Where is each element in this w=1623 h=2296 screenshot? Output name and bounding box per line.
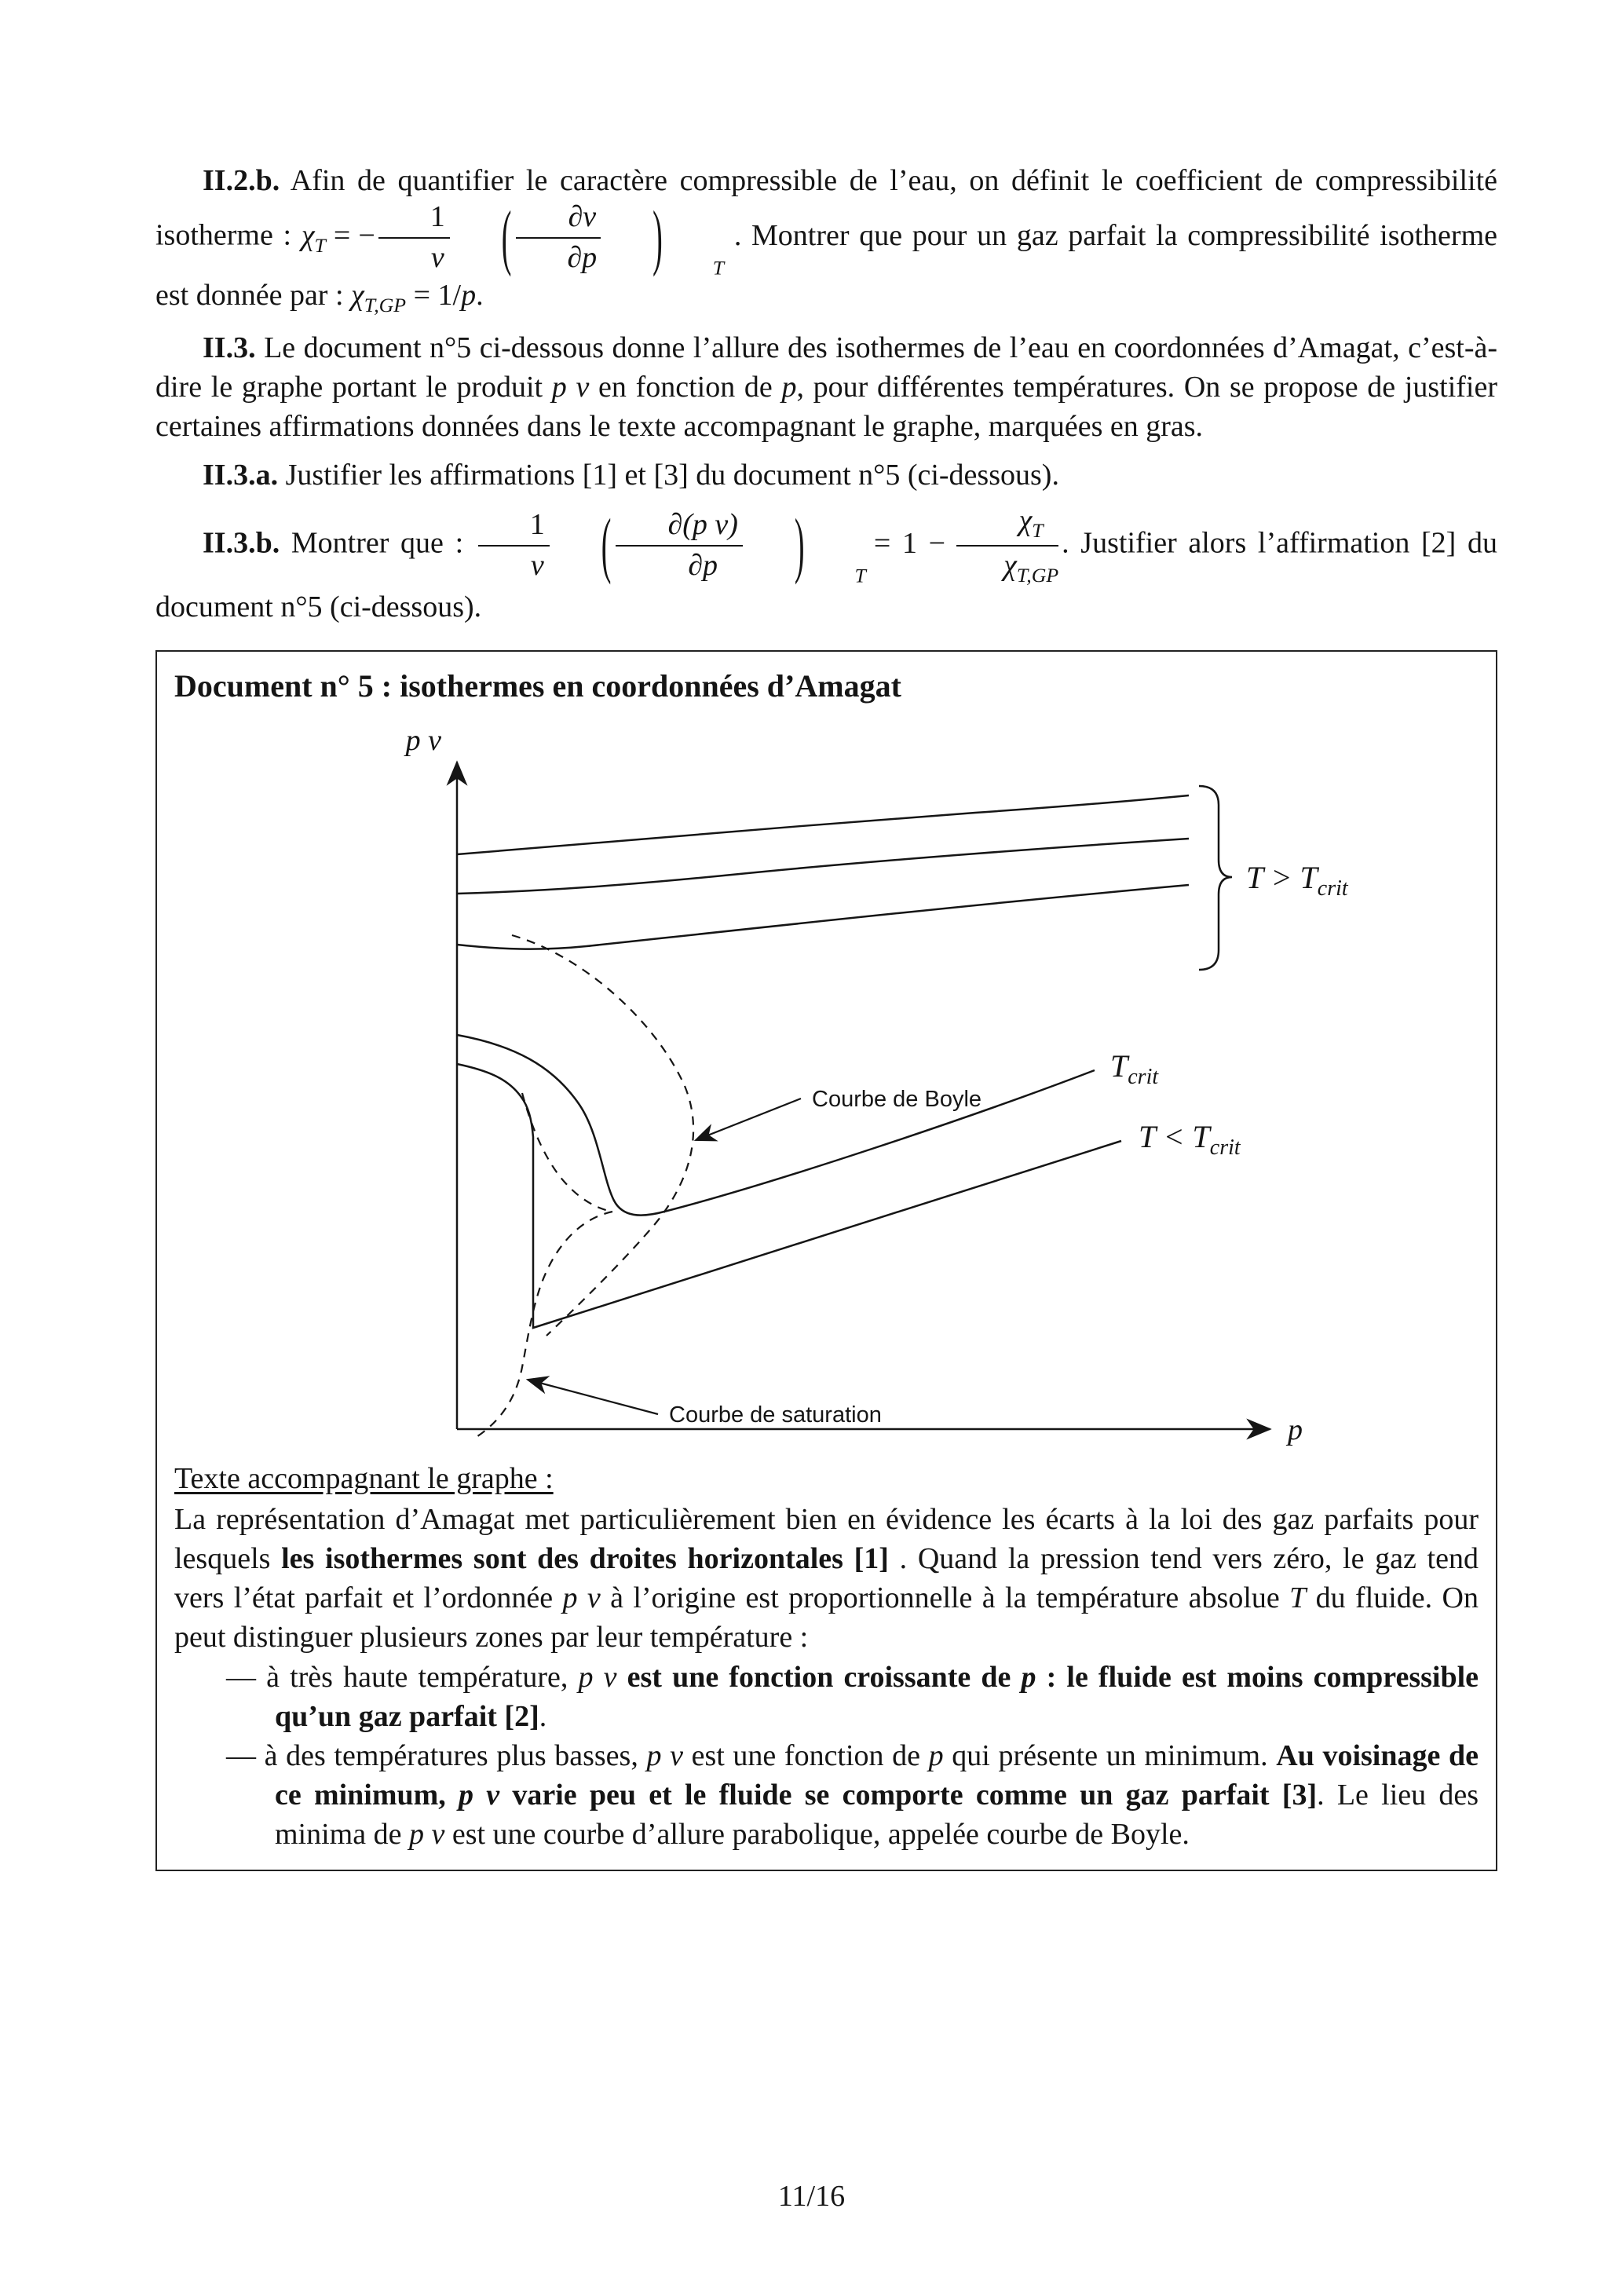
saturation-annotation-arrow <box>528 1380 658 1414</box>
paragraph-II2b-text-end: . Montrer que pour un gaz parfait la compressibilité isotherme est donnée par : $\chi_{T,GP} = 1/p$. <box>155 218 1497 316</box>
x-axis-label: p <box>1288 1413 1303 1446</box>
isotherm-supercritical-3 <box>457 885 1189 949</box>
formula-chi-isotherme: $\chi_T$ = − $\frac{1}{v}$ ( $\frac{\partial v}{\partial p}$ ) T <box>302 219 724 252</box>
saturation-annotation-label: Courbe de saturation <box>669 1402 882 1428</box>
isotherm-supercritical-2 <box>457 839 1189 894</box>
label-T-greater-Tcrit: $T > T_{crit}$ <box>1246 859 1348 901</box>
boyle-annotation-arrow <box>696 1099 801 1140</box>
label-T-less-Tcrit: $T < T_{crit}$ <box>1139 1118 1241 1160</box>
label-Tcrit: $T_{crit}$ <box>1110 1047 1159 1089</box>
paragraph-II3b-text-start: II.3.b. Montrer que : <box>203 526 475 560</box>
paragraph-II3: II.3. Le document n°5 ci-dessous donne l’allure des isothermes de l’eau en coordonnées d’Amagat, c’est-à-dire le graphe portant le produit p v en fonction de p, pour différentes températures. On se propose de justifier certaines affirmations données dans le texte accompagnant le graphe, marquées en gras. <box>155 331 1497 443</box>
formula-derivative-pv: $\frac{1}{v}$ ( $\frac{\text{∂(p v)}}{\partial p}$ ) T= 1 − $\frac{\chi_T}{\chi_{T,GP}}$ <box>475 527 1062 560</box>
isotherm-critical <box>457 1035 1095 1216</box>
paragraph-II3b <box>155 504 1497 627</box>
right-paren: ) <box>652 197 663 279</box>
chi-symbol: χ <box>301 218 315 252</box>
boyle-curve <box>512 935 693 1336</box>
left-paren: ( <box>501 197 512 279</box>
fraction-chi-ratio: $\frac{\chi_T}{\chi_{T,GP}}$ <box>953 504 1062 587</box>
accompanying-text-heading: Texte accompagnant le graphe : <box>174 1461 554 1495</box>
y-axis-label: p v <box>405 723 441 757</box>
document-5-box <box>155 650 1497 1871</box>
document-5-title: Document n° 5 : isothermes en coordonnées d’Amagat <box>174 667 901 704</box>
fraction-1-over-v: $\frac{1}{v}$ <box>475 508 553 583</box>
fraction-dv-dp: $\frac{\partial v}{\partial p}$ <box>513 200 604 275</box>
accompanying-text-item-2: — à des températures plus basses, p v est une fonction de p qui présente un minimum. Au voisinage de ce minimum, p v varie peu et le fluide se comporte comme un gaz parfait [3]. Le lieu des minima de p v est une courbe d’allure parabolique, appelée courbe de Boyle. <box>226 1738 1479 1852</box>
paragraph-II2b <box>155 161 1497 319</box>
paragraph-II3a: II.3.a. Justifier les affirmations [1] et [3] du document n°5 (ci-dessous). <box>203 459 1059 492</box>
fraction-dpv-dp: $\frac{\text{∂(p v)}}{\partial p}$ <box>612 508 745 583</box>
paragraph-II3b-text-end: . Justifier alors l’affirmation [2] du document n°5 (ci-dessous). <box>155 526 1497 623</box>
page-number: 11/16 <box>777 2180 846 2213</box>
accompanying-text-paragraph: La représentation d’Amagat met particulièrement bien en évidence les écarts à la loi des gaz parfaits pour lesquels les isothermes sont des droites horizontales [1] . Quand la pression tend vers zéro, le gaz tend vers l’état parfait et l’ordonnée p v à l’origine est proportionnelle à la température absolue T du fluide. On peut distinguer plusieurs zones par leur température : <box>174 1502 1479 1654</box>
fraction-1-over-v: $\frac{1}{v}$ <box>375 200 453 275</box>
brace-supercritical <box>1199 786 1232 970</box>
boyle-annotation-label: Courbe de Boyle <box>812 1086 982 1112</box>
left-paren: ( <box>601 505 612 587</box>
accompanying-text-item-1: — à très haute température, p v est une fonction croissante de p : le fluide est moins compressible qu’un gaz parfait [2]. <box>226 1660 1479 1733</box>
paragraph-II2b-text-start: II.2.b. Afin de quantifier le caractère compressible de l’eau, on définit le coefficient de compressibilité isotherme : <box>155 164 1497 252</box>
right-paren: ) <box>794 505 805 587</box>
amagat-isotherms-graph <box>174 711 1478 1453</box>
